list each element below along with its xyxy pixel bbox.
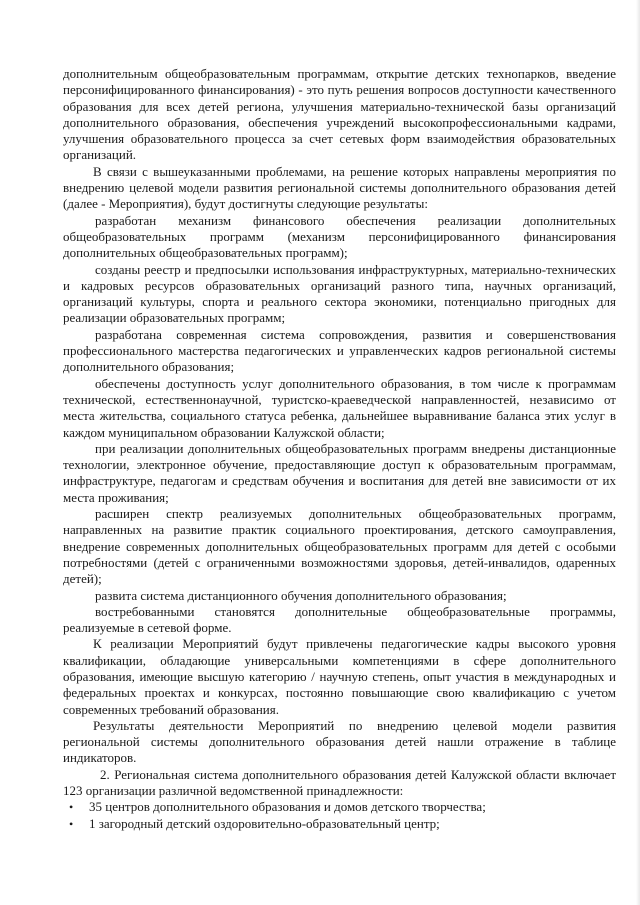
paragraph-staff: К реализации Мероприятий будут привлечены педагогические кадры высокого уровня квалификации, обладающие универсальными компетенциями в сфере дополнительного образования, имеющие высшую категорию / научную степень, опыт участия в международных и федеральных проектах и конкурсах, постоянно повышающие свою квалификацию с учетом современных требований образования. bbox=[63, 636, 616, 717]
list-item bbox=[63, 816, 616, 832]
scan-edge-shadow bbox=[636, 0, 640, 905]
result-item-financing: разработан механизм финансового обеспечения реализации дополнительных общеобразовательных программ (механизм персонифицированного финансирования дополнительных общеобразовательных программ); bbox=[63, 212, 616, 261]
result-item-staff-support: разработана современная система сопровождения, развития и совершенствования профессионального мастерства педагогических и управленческих кадров региональной системы дополнительного образования; bbox=[63, 326, 616, 375]
bullet-icon: • bbox=[69, 800, 74, 815]
result-item-accessibility: обеспечены доступность услуг дополнительного образования, в том числе к программам технической, естественнонаучной, туристско-краеведческой направленностей, независимо от места жительства, социального статуса ребенка, дальнейшее выравнивание баланса этих услуг в каждом муниципальном образовании Калужской области; bbox=[63, 375, 616, 440]
list-item-text: 35 центров дополнительного образования и домов детского творчества; bbox=[89, 799, 486, 815]
result-item-registry: созданы реестр и предпосылки использования инфраструктурных, материально-технических и кадровых ресурсов образовательных организаций разного типа, научных организаций, организаций культуры, спорта и реального сектора экономики, потенциально пригодных для реализации образовательных программ; bbox=[63, 261, 616, 326]
result-item-network-form: востребованными становятся дополнительные общеобразовательные программы, реализуемые в сетевой форме. bbox=[63, 603, 616, 636]
bullet-icon: • bbox=[69, 816, 74, 831]
result-item-program-range: расширен спектр реализуемых дополнительных общеобразовательных программ, направленных на развитие практик социального проектирования, детского самоуправления, внедрение современных дополнительных общеобразовательных программ для детей с особыми потребностями (детей с ограниченными возможностями здоровья, детей-инвалидов, одаренных детей); bbox=[63, 506, 616, 587]
list-item bbox=[63, 799, 616, 815]
paragraph-indicators: Результаты деятельности Мероприятий по внедрению целевой модели развития региональной системы дополнительного образования детей нашли отражение в таблице индикаторов. bbox=[63, 717, 616, 766]
organization-list bbox=[63, 799, 616, 832]
paragraph-results-intro: В связи с вышеуказанными проблемами, на решение которых направлены мероприятия по внедрению целевой модели развития региональной системы дополнительного образования детей (далее - Мероприятия), будут достигнуты следующие результаты: bbox=[63, 163, 616, 212]
list-item-text: 1 загородный детский оздоровительно-образовательный центр; bbox=[89, 815, 440, 831]
paragraph-regional-system: 2. Региональная система дополнительного образования детей Калужской области включает 123 организации различной ведомственной принадлежности: bbox=[63, 766, 616, 799]
result-item-distance-learning: развита система дистанционного обучения дополнительного образования; bbox=[95, 587, 507, 603]
paragraph-continuation: дополнительным общеобразовательным программам, открытие детских технопарков, введение персонифицированного финансирования) - это путь решения вопросов доступности качественного образования для всех детей региона, улучшения материально-технической базы организаций дополнительного образования, обеспечения учреждений высокопрофессиональными кадрами, улучшения образовательного процесса за счет сетевых форм взаимодействия образовательных организаций. bbox=[63, 66, 616, 163]
result-item-distance-tech: при реализации дополнительных общеобразовательных программ внедрены дистанционные технологии, электронное обучение, предоставляющие доступ к образовательным программам, инфраструктуре, педагогам и средствам обучения и воспитания для детей вне зависимости от их места проживания; bbox=[63, 440, 616, 505]
